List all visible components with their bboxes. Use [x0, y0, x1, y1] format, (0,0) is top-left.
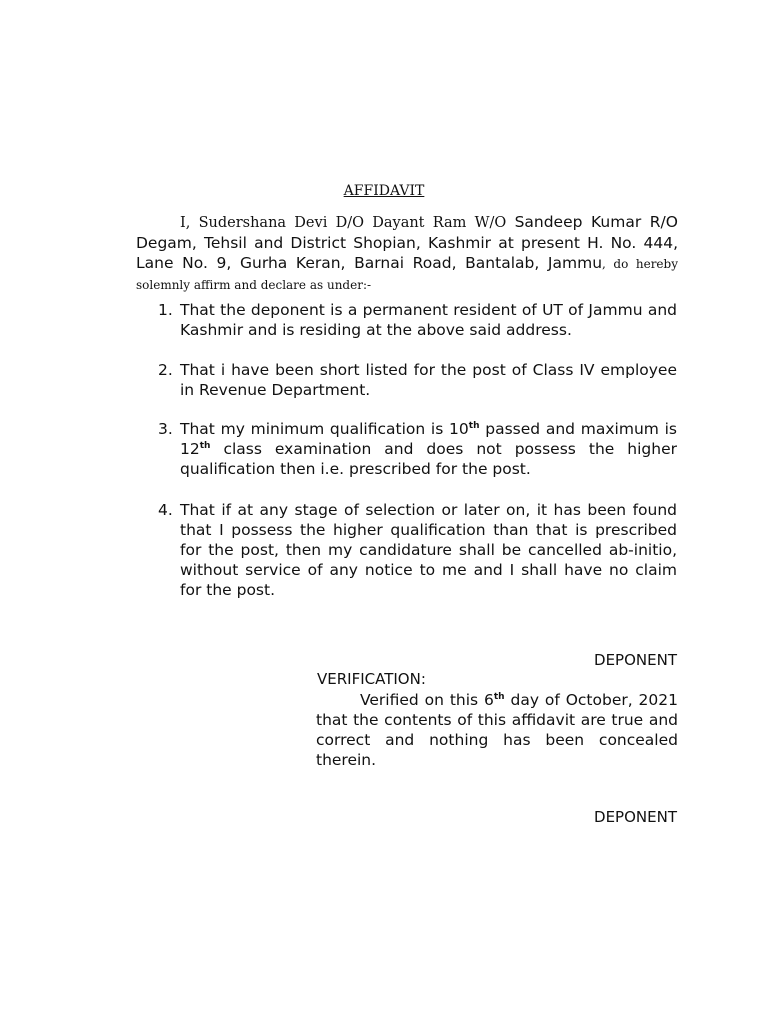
item-number: 4.: [158, 501, 173, 519]
item-text-a: That my minimum qualification is 10: [180, 420, 469, 438]
verification-text-a: Verified on this 6: [360, 691, 494, 709]
verification-text-b: day of October, 2021 that the contents of this affidavit are true and correct and nothing has been concealed therein.: [316, 691, 678, 769]
declaration-item-1: [158, 300, 677, 340]
item-text: That if at any stage of selection or later on, it has been found that I possess the higher qualification than that is prescribed for the post, then my candidature shall be cancelled ab-initio, without service of any notice to me and I shall have no claim for the post.: [180, 501, 677, 599]
item-number: 2.: [158, 361, 173, 379]
deponent-label-2: DEPONENT: [594, 808, 677, 826]
superscript-th: th: [468, 420, 480, 431]
declaration-item-3: [158, 419, 677, 479]
item-text: That the deponent is a permanent resident of UT of Jammu and Kashmir and is residing at the above said address.: [180, 301, 677, 339]
document-title: AFFIDAVIT: [343, 183, 425, 199]
superscript-th: th: [493, 691, 505, 702]
verification-heading: VERIFICATION:: [317, 670, 426, 688]
intro-part-2: Sandeep Kumar R/O Degam, Tehsil and District Shopian, Kashmir at present H. No. 444, Lane No. 9, Gurha Keran, Barnai Road, Bantalab, Jammu: [136, 213, 678, 272]
item-text-c: class examination and does not possess the higher qualification then i.e. prescribed for the post.: [180, 440, 677, 478]
intro-part-1: I, Sudershana Devi D/O Dayant Ram W/O: [180, 215, 515, 231]
item-number: 1.: [158, 301, 173, 319]
declaration-item-2: [158, 360, 677, 400]
intro-paragraph: [136, 212, 678, 295]
item-text-b: passed and maximum is 12: [180, 420, 677, 458]
item-number: 3.: [158, 420, 173, 438]
superscript-th: th: [199, 440, 211, 451]
verification-text: [316, 690, 678, 770]
declaration-item-4: [158, 500, 677, 600]
deponent-label-1: DEPONENT: [594, 651, 677, 669]
item-text: That i have been short listed for the post of Class IV employee in Revenue Department.: [180, 361, 677, 399]
intro-part-3: , do hereby solemnly affirm and declare as under:-: [136, 257, 678, 292]
